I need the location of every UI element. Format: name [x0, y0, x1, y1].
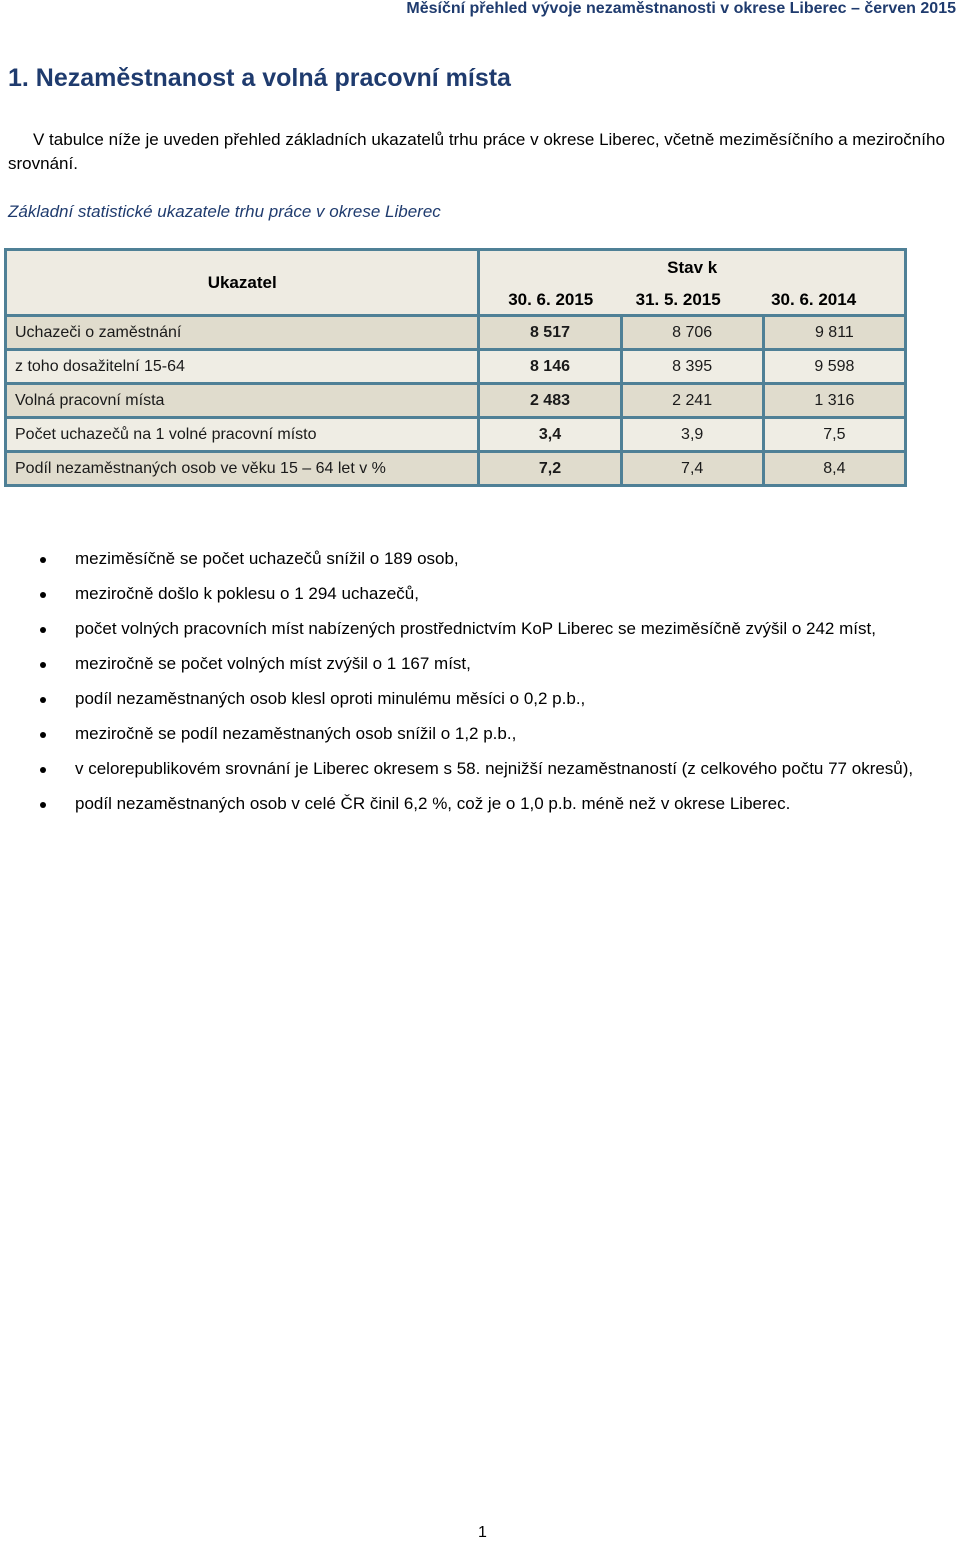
column-date: 31. 5. 2015: [635, 290, 721, 309]
table-cell: 8 146: [479, 350, 621, 384]
table-cell: 1 316: [763, 384, 905, 418]
list-item-text: v celorepublikovém srovnání je Liberec okresem s 58. nejnižší nezaměstnaností (z celkového počtu 77 okresů),: [75, 759, 914, 778]
row-label: Počet uchazečů na 1 volné pracovní místo: [6, 418, 479, 452]
bullet-icon: [40, 697, 46, 703]
table-cell: 3,9: [621, 418, 763, 452]
column-date: 30. 6. 2015: [508, 290, 594, 309]
header-state: Stav k: [479, 250, 906, 285]
list-item: [0, 723, 960, 745]
bullet-icon: [40, 732, 46, 738]
list-item-text: podíl nezaměstnaných osob v celé ČR činil 6,2 %, což je o 1,0 p.b. méně než v okrese Liberec.: [75, 794, 791, 813]
row-label: z toho dosažitelní 15-64: [6, 350, 479, 384]
table-cell: 8 395: [621, 350, 763, 384]
table-row: [6, 452, 906, 486]
row-label: Uchazeči o zaměstnání: [6, 316, 479, 350]
list-item-text: meziročně se podíl nezaměstnaných osob snížil o 1,2 p.b.,: [75, 724, 517, 743]
column-header: [621, 284, 763, 316]
table-cell: 8 517: [479, 316, 621, 350]
list-item: [0, 548, 960, 570]
table-cell: 9 598: [763, 350, 905, 384]
column-header: [763, 284, 905, 316]
table-cell: 8,4: [763, 452, 905, 486]
list-item: [0, 653, 960, 675]
list-item: [0, 688, 960, 710]
list-item: [0, 618, 960, 640]
bullet-icon: [40, 627, 46, 633]
row-label: Volná pracovní místa: [6, 384, 479, 418]
bullet-icon: [40, 802, 46, 808]
list-item: [0, 793, 960, 815]
list-item: [0, 758, 960, 780]
column-date: 30. 6. 2014: [771, 290, 857, 309]
stats-table: [4, 248, 907, 487]
list-item: [0, 583, 960, 605]
table-row: [6, 418, 906, 452]
bullet-icon: [40, 662, 46, 668]
table-cell: 3,4: [479, 418, 621, 452]
header-indicator: Ukazatel: [6, 250, 479, 316]
summary-bullet-list: [0, 548, 960, 828]
column-header: [479, 284, 621, 316]
running-header: Měsíční přehled vývoje nezaměstnanosti v okrese Liberec – červen 2015: [406, 0, 956, 17]
list-item-text: podíl nezaměstnaných osob klesl oproti minulému měsíci o 0,2 p.b.,: [75, 689, 586, 708]
table-cell: 7,2: [479, 452, 621, 486]
list-item-text: meziměsíčně se počet uchazečů snížil o 189 osob,: [75, 549, 459, 568]
table-row: [6, 316, 906, 350]
table-cell: 2 241: [621, 384, 763, 418]
table-caption: Základní statistické ukazatele trhu práce v okrese Liberec: [8, 202, 441, 221]
table-cell: 2 483: [479, 384, 621, 418]
table-cell: 7,5: [763, 418, 905, 452]
bullet-icon: [40, 767, 46, 773]
table-row: [6, 384, 906, 418]
table-row: [6, 350, 906, 384]
section-heading: 1. Nezaměstnanost a volná pracovní místa: [8, 64, 511, 92]
bullet-icon: [40, 592, 46, 598]
list-item-text: meziročně se počet volných míst zvýšil o 1 167 míst,: [75, 654, 471, 673]
table-cell: 7,4: [621, 452, 763, 486]
page-number: 1: [478, 1524, 487, 1541]
bullet-icon: [40, 557, 46, 563]
table-cell: 8 706: [621, 316, 763, 350]
intro-paragraph: V tabulce níže je uveden přehled základních ukazatelů trhu práce v okrese Liberec, včetně meziměsíčního a meziročního srovnání.: [8, 130, 945, 173]
table-cell: 9 811: [763, 316, 905, 350]
list-item-text: meziročně došlo k poklesu o 1 294 uchazečů,: [75, 584, 419, 603]
list-item-text: počet volných pracovních míst nabízených prostřednictvím KoP Liberec se meziměsíčně zvýšil o 242 míst,: [75, 619, 876, 638]
row-label: Podíl nezaměstnaných osob ve věku 15 – 64 let v %: [6, 452, 479, 486]
